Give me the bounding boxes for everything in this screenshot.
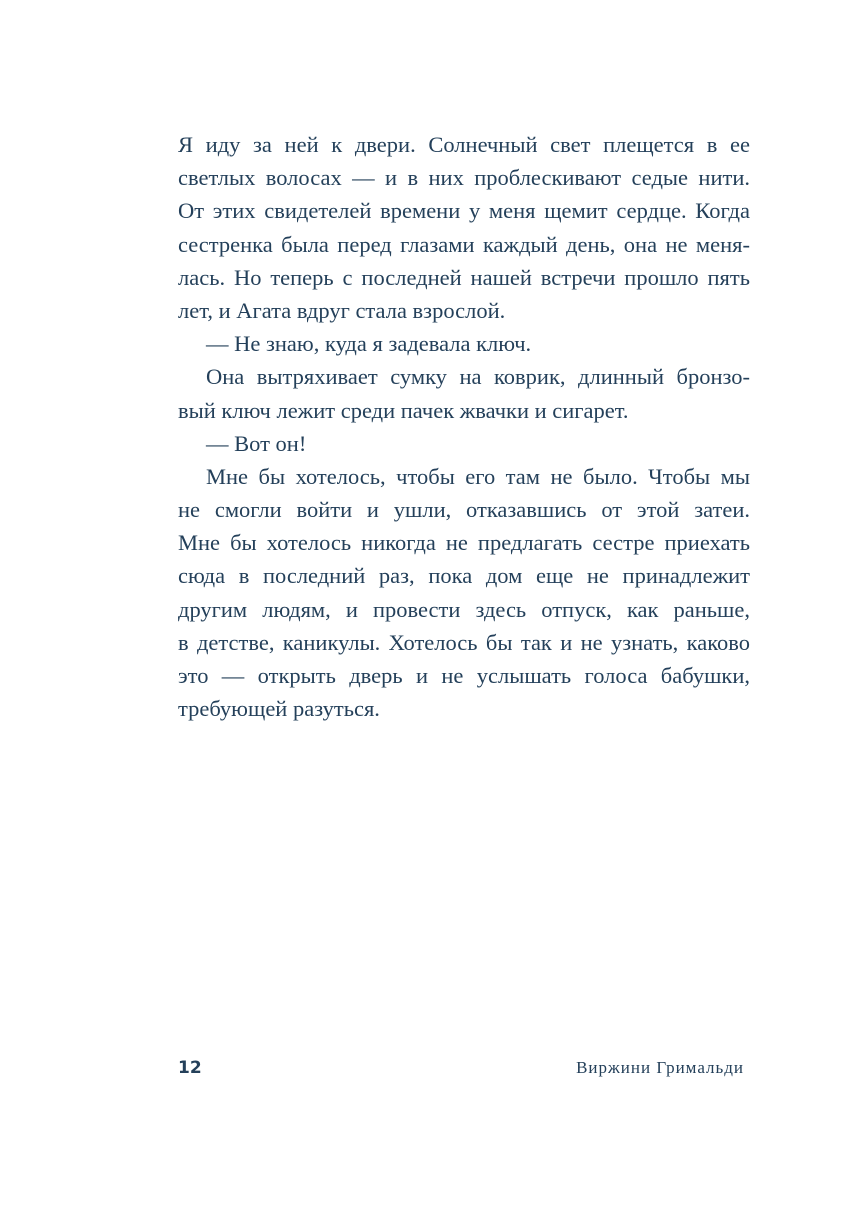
text-line: не смогли войти и ушли, отказавшись от этой затеи.	[178, 497, 750, 523]
body-text	[178, 128, 750, 725]
text-line: Мне бы хотелось, чтобы его там не было. Чтобы мы	[206, 463, 750, 489]
text-line: сюда в последний раз, пока дом еще не принадлежит	[178, 563, 750, 589]
text-line: сестренка была перед глазами каждый день, она не меня-	[178, 231, 750, 257]
text-line: в детстве, каникулы. Хотелось бы так и не узнать, каково	[178, 629, 750, 655]
dialogue-line: — Не знаю, куда я задевала ключ.	[206, 331, 532, 357]
text-line: Мне бы хотелось никогда не предлагать сестре приехать	[178, 530, 750, 556]
text-line: лась. Но теперь с последней нашей встречи прошло пять	[178, 264, 750, 290]
text-line: Я иду за ней к двери. Солнечный свет плещется в ее	[178, 132, 750, 157]
text-line: светлых волосах — и в них проблескивают седые нити.	[178, 165, 750, 191]
dialogue-line: — Вот он!	[206, 430, 307, 456]
text-line: это — открыть дверь и не услышать голоса бабушки,	[178, 663, 750, 688]
text-line: требующей разуться.	[178, 696, 380, 722]
page-number: 12	[178, 1058, 202, 1078]
running-head-author: Виржини Гримальди	[576, 1058, 744, 1077]
text-line: другим людям, и провести здесь отпуск, как раньше,	[178, 596, 750, 622]
text-line: Она вытряхивает сумку на коврик, длинный бронзо-	[206, 364, 750, 390]
text-line: вый ключ лежит среди пачек жвачки и сигарет.	[178, 397, 629, 423]
text-line: От этих свидетелей времени у меня щемит сердце. Когда	[178, 198, 750, 224]
text-line: лет, и Агата вдруг стала взрослой.	[178, 297, 506, 323]
